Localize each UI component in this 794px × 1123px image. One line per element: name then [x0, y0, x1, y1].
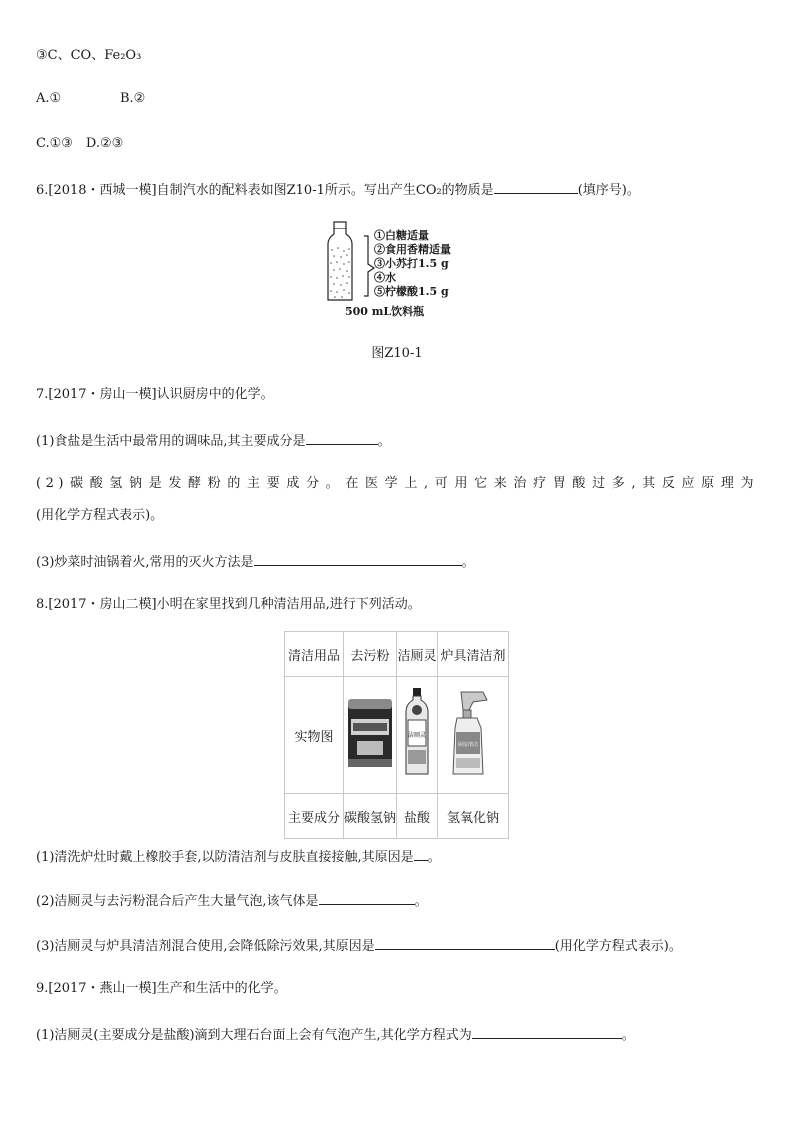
bottle-text: 洁厕灵	[407, 732, 427, 739]
question-6: 6.[2018・西城一模]自制汽水的配料表如图Z10-1所示。写出产生CO₂的物质是 (填序号)。	[36, 180, 640, 199]
component-label: 主要成分	[285, 794, 344, 839]
spray-bottle-image	[443, 688, 503, 778]
option-line-3: ③C、CO、Fe₂O₃	[36, 48, 142, 63]
table-header: 洁厕灵	[397, 632, 438, 677]
ingredient-4: ④水	[374, 271, 396, 284]
answer-blank	[375, 936, 555, 950]
brace-icon	[364, 236, 374, 296]
question-8: 8.[2017・房山二模]小明在家里找到几种清洁用品,进行下列活动。	[36, 597, 421, 612]
oven-cleaner-cell	[438, 677, 509, 794]
table-header: 清洁用品	[285, 632, 344, 677]
answer-blank	[319, 891, 415, 905]
question-8-3: (3)洁厕灵与炉具清洁剂混合使用,会降低除污效果,其原因是 (用化学方程式表示)。	[36, 936, 682, 955]
detergent-powder-cell	[344, 677, 397, 794]
table-row	[285, 632, 509, 677]
table-header: 去污粉	[344, 632, 397, 677]
spray-text: 厨房清洁	[457, 742, 479, 748]
powder-can-image	[345, 693, 395, 773]
toilet-cleaner-bottle-image	[402, 688, 432, 778]
component-value: 碳酸氢钠	[344, 794, 397, 839]
question-7-2: (2)碳酸氢钠是发酵粉的主要成分。在医学上,可用它来治疗胃酸过多,其反应原理为	[36, 476, 758, 491]
table-row	[285, 677, 509, 794]
question-7-2-cont: (用化学方程式表示)。	[36, 508, 164, 523]
options-cd: C.①③ D.②③	[36, 136, 124, 151]
question-7-3: (3)炒菜时油锅着火,常用的灭火方法是 。	[36, 552, 475, 571]
ingredient-2: ②食用香精适量	[374, 243, 451, 256]
question-9: 9.[2017・燕山一模]生产和生活中的化学。	[36, 981, 287, 996]
component-value: 氢氧化钠	[438, 794, 509, 839]
question-7: 7.[2017・房山一模]认识厨房中的化学。	[36, 387, 274, 402]
question-7-1: (1)食盐是生活中最常用的调味品,其主要成分是 。	[36, 431, 391, 450]
ingredient-5: ⑤柠檬酸1.5 g	[374, 285, 449, 298]
ingredient-1: ①白糖适量	[374, 229, 429, 242]
options-ab	[36, 91, 146, 107]
question-9-1: (1)洁厕灵(主要成分是盐酸)滴到大理石台面上会有气泡产生,其化学方程式为 。	[36, 1025, 635, 1044]
ingredient-3: ③小苏打1.5 g	[374, 257, 449, 270]
answer-blank	[414, 847, 428, 861]
answer-blank	[494, 180, 578, 194]
answer-blank	[254, 552, 462, 566]
answer-blank	[306, 431, 378, 445]
component-value: 盐酸	[397, 794, 438, 839]
figure-caption: 图Z10-1	[371, 346, 423, 361]
question-8-2: (2)洁厕灵与去污粉混合后产生大量气泡,该气体是 。	[36, 891, 428, 910]
toilet-cleaner-cell	[397, 677, 438, 794]
table-header: 炉具清洁剂	[438, 632, 509, 677]
bottle-label: 500 mL饮料瓶	[345, 305, 425, 318]
bottle-drawing	[328, 222, 352, 300]
table-row	[285, 794, 509, 839]
option-b: B.②	[120, 91, 146, 106]
option-a: A.①	[36, 91, 62, 106]
question-8-1: (1)清洗炉灶时戴上橡胶手套,以防清洁剂与皮肤直接接触,其原因是 。	[36, 847, 441, 866]
answer-blank	[472, 1025, 622, 1039]
image-row-label: 实物图	[285, 677, 344, 794]
cleaning-products-table	[284, 631, 509, 839]
